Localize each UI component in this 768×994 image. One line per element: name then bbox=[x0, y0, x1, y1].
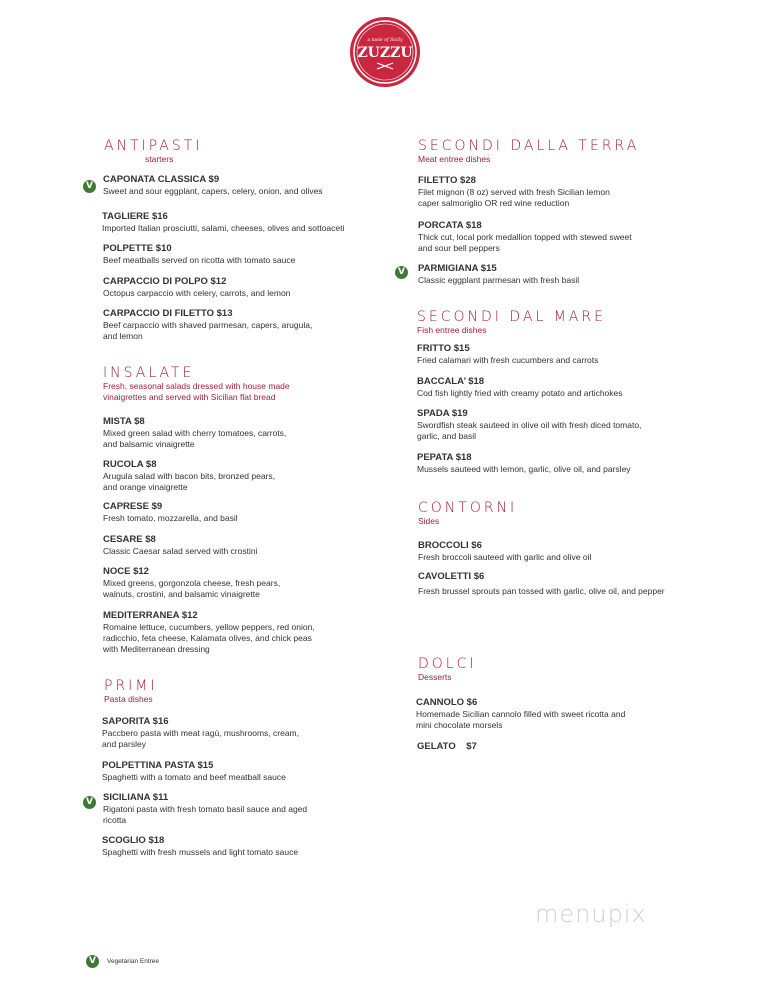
item-desc: mini chocolate morsels bbox=[416, 720, 503, 730]
vegetarian-icon: V bbox=[395, 266, 408, 279]
logo-name: ZUZZU bbox=[357, 45, 413, 61]
primi-subtitle: Pasta dishes bbox=[104, 694, 153, 704]
menu-item-pepata bbox=[417, 452, 631, 475]
vegetarian-legend-icon: V bbox=[86, 955, 99, 968]
menu-item-caprese bbox=[103, 501, 238, 524]
item-name: RUCOLA $8 bbox=[103, 459, 157, 470]
item-desc: Imported Italian prosciutti, salami, cheeses, olives and sottoaceti bbox=[102, 223, 345, 233]
item-desc: Fresh broccoli sauteed with garlic and olive oil bbox=[418, 552, 592, 562]
antipasti-subtitle: starters bbox=[145, 154, 174, 164]
menu-item-rucola bbox=[103, 459, 275, 493]
menu-item-scoglio bbox=[102, 835, 298, 858]
item-name: PORCATA $18 bbox=[418, 220, 482, 231]
item-desc: Beef meatballs served on ricotta with tomato sauce bbox=[103, 255, 296, 265]
menu-item-parmigiana bbox=[418, 263, 579, 286]
item-desc: Spaghetti with fresh mussels and light tomato sauce bbox=[102, 847, 299, 857]
item-desc: Classic eggplant parmesan with fresh basil bbox=[418, 275, 580, 285]
item-desc: Romaine lettuce, cucumbers, yellow peppers, red onion, bbox=[103, 622, 315, 632]
item-desc: and orange vinaigrette bbox=[103, 482, 188, 492]
terra-title: SECONDI DALLA TERRA bbox=[418, 138, 640, 154]
insalate-subtitle: Fresh, seasonal salads dressed with house made bbox=[103, 381, 290, 391]
item-desc: Homemade Sicilian cannolo filled with sweet ricotta and bbox=[416, 709, 626, 719]
item-name: POLPETTE $10 bbox=[103, 243, 172, 254]
primi-title: PRIMI bbox=[104, 678, 158, 694]
item-desc: Mussels sauteed with lemon, garlic, olive oil, and parsley bbox=[417, 464, 631, 474]
contorni-subtitle: Sides bbox=[418, 516, 440, 526]
insalate-subtitle: vinaigrettes and served with Sicilian flat bread bbox=[103, 392, 276, 402]
item-desc: caper salmoriglio OR red wine reduction bbox=[418, 198, 570, 208]
menu-item-carpaccio-di-filetto bbox=[103, 308, 312, 342]
item-name: TAGLIERE $16 bbox=[102, 211, 168, 222]
mare-subtitle: Fish entree dishes bbox=[417, 325, 487, 335]
dolci-title: DOLCI bbox=[418, 656, 477, 672]
item-desc: Classic Caesar salad served with crostini bbox=[103, 546, 258, 556]
item-desc: Paccbero pasta with meat ragù, mushrooms, cream, bbox=[102, 728, 299, 738]
antipasti-section bbox=[104, 138, 202, 165]
item-name: BACCALA’ $18 bbox=[417, 376, 485, 387]
menupix-watermark: menupix bbox=[535, 900, 647, 928]
item-name: SAPORITA $16 bbox=[102, 716, 169, 727]
item-name: SCOGLIO $18 bbox=[102, 835, 165, 846]
item-desc: Fresh brussel sprouts pan tossed with garlic, olive oil, and pepper bbox=[418, 586, 665, 596]
item-desc: Mixed greens, gorgonzola cheese, fresh pears, bbox=[103, 578, 281, 588]
menu-item-spada bbox=[417, 408, 641, 442]
menu-item-baccala bbox=[417, 376, 623, 399]
item-name: CAPONATA CLASSICA $9 bbox=[103, 174, 220, 185]
terra-section bbox=[418, 138, 639, 165]
contorni-section bbox=[418, 500, 517, 527]
item-name: PARMIGIANA $15 bbox=[418, 263, 497, 274]
item-desc: and parsley bbox=[102, 739, 146, 749]
item-name: CAPRESE $9 bbox=[103, 501, 163, 512]
menu-item-siciliana bbox=[103, 792, 307, 826]
item-desc: with Mediterranean dressing bbox=[103, 644, 210, 654]
item-desc: walnuts, crostini, and balsamic vinaigrette bbox=[103, 589, 260, 599]
menu-item-cannolo bbox=[416, 697, 625, 731]
menu-item-tagliere bbox=[102, 211, 344, 234]
item-name: CARPACCIO DI FILETTO $13 bbox=[103, 308, 233, 319]
item-desc: garlic, and basil bbox=[417, 431, 477, 441]
item-name: CAVOLETTI $6 bbox=[418, 571, 485, 582]
item-name: PEPATA $18 bbox=[417, 452, 472, 463]
menu-item-polpette bbox=[103, 243, 295, 266]
item-name: CESARE $8 bbox=[103, 534, 156, 545]
item-name: GELATO $7 bbox=[417, 741, 477, 752]
item-desc: and lemon bbox=[103, 331, 143, 341]
item-name: MEDITERRANEA $12 bbox=[103, 610, 198, 621]
menu-item-gelato bbox=[417, 741, 477, 753]
menu-item-caponata bbox=[103, 174, 323, 197]
contorni-title: CONTORNI bbox=[418, 500, 518, 516]
menu-item-broccoli bbox=[418, 540, 591, 563]
item-name: CARPACCIO DI POLPO $12 bbox=[103, 276, 227, 287]
item-name: POLPETTINA PASTA $15 bbox=[102, 760, 214, 771]
item-name: NOCE $12 bbox=[103, 566, 149, 577]
dolci-section bbox=[418, 656, 477, 683]
item-desc: Arugula salad with bacon bits, bronzed pears, bbox=[103, 471, 275, 481]
item-name: FILETTO $28 bbox=[418, 175, 476, 186]
item-desc: and sour bell peppers bbox=[418, 243, 500, 253]
item-desc: Fresh tomato, mozzarella, and basil bbox=[103, 513, 238, 523]
terra-subtitle: Meat entree dishes bbox=[418, 154, 491, 164]
vegetarian-icon: V bbox=[83, 180, 96, 193]
zuzzu-logo bbox=[349, 16, 421, 88]
item-desc: ricotta bbox=[103, 815, 127, 825]
item-desc: Octopus carpaccio with celery, carrots, and lemon bbox=[103, 288, 291, 298]
menu-item-carpaccio-di-polpo bbox=[103, 276, 290, 299]
item-desc: Rigatoni pasta with fresh tomato basil sauce and aged bbox=[103, 804, 308, 814]
item-name: BROCCOLI $6 bbox=[418, 540, 482, 551]
item-name: FRITTO $15 bbox=[417, 343, 470, 354]
dolci-subtitle: Desserts bbox=[418, 672, 452, 682]
item-desc: Mixed green salad with cherry tomatoes, carrots, bbox=[103, 428, 287, 438]
menu-item-mista bbox=[103, 416, 286, 450]
item-desc: Swordfish steak sauteed in olive oil with fresh diced tomato, bbox=[417, 420, 642, 430]
item-desc: Sweet and sour eggplant, capers, celery, onion, and olives bbox=[103, 186, 323, 196]
item-name: SICILIANA $11 bbox=[103, 792, 169, 803]
menu-item-fritto bbox=[417, 343, 598, 366]
menu-item-filetto bbox=[418, 175, 610, 209]
item-desc: Beef carpaccio with shaved parmesan, capers, arugula, bbox=[103, 320, 313, 330]
menu-item-polpettina-pasta bbox=[102, 760, 286, 783]
item-desc: and balsamic vinaigrette bbox=[103, 439, 195, 449]
item-desc: Filet mignon (8 oz) served with fresh Sicilian lemon bbox=[418, 187, 610, 197]
item-desc: Spaghetti with a tomato and beef meatball sauce bbox=[102, 772, 286, 782]
menu-item-noce bbox=[103, 566, 280, 600]
item-name: SPADA $19 bbox=[417, 408, 468, 419]
vegetarian-icon: V bbox=[83, 796, 96, 809]
mare-title: SECONDI DAL MARE bbox=[417, 309, 606, 325]
item-desc: Fried calamari with fresh cucumbers and carrots bbox=[417, 355, 599, 365]
menu-item-porcata bbox=[418, 220, 632, 254]
insalate-section bbox=[103, 365, 290, 403]
item-desc: radicchio, feta cheese, Kalamata olives, and chick peas bbox=[103, 633, 312, 643]
item-desc: Thick cut, local pork medallion topped with stewed sweet bbox=[418, 232, 632, 242]
menu-item-mediterranea bbox=[103, 610, 315, 655]
menu-item-saporita bbox=[102, 716, 299, 750]
antipasti-title: ANTIPASTI bbox=[104, 138, 203, 154]
primi-section bbox=[104, 678, 158, 705]
insalate-title: INSALATE bbox=[103, 365, 195, 381]
item-name: CANNOLO $6 bbox=[416, 697, 478, 708]
mare-section bbox=[417, 309, 606, 336]
menu-item-cesare bbox=[103, 534, 257, 557]
vegetarian-legend-label: Vegetarian Entree bbox=[107, 958, 160, 965]
menu-item-cavoletti bbox=[418, 571, 665, 597]
item-desc: Cod fish lightly fried with creamy potato and artichokes bbox=[417, 388, 623, 398]
logo-tagline: a taste of Sicily bbox=[367, 38, 403, 43]
item-name: MISTA $8 bbox=[103, 416, 145, 427]
